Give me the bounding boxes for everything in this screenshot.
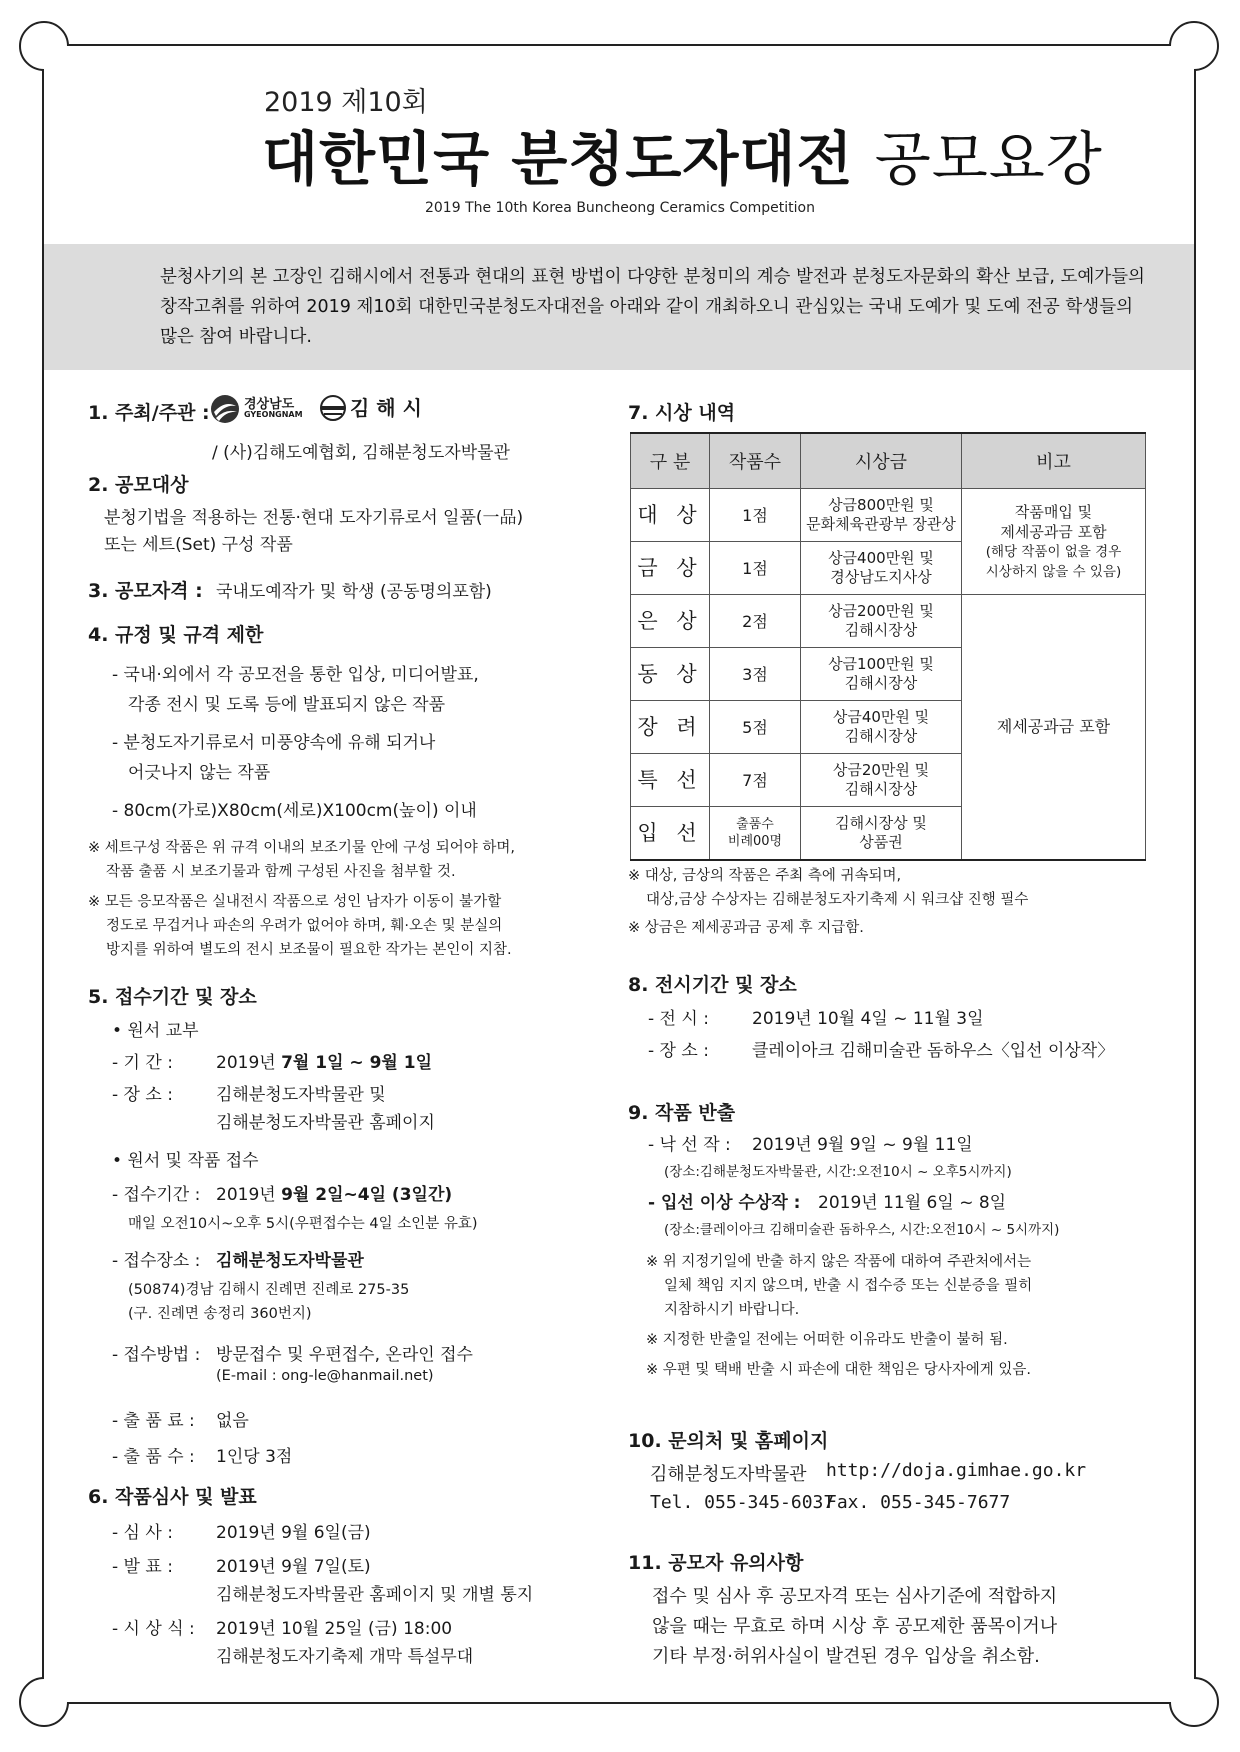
row-cnt: 5점 <box>710 701 801 754</box>
s6-judge-label: - 심 사 : <box>112 1523 173 1543</box>
amt-line2: 김해시장상 <box>844 727 918 745</box>
row-cat: 은 상 <box>631 595 710 648</box>
amt-line2: 김해시장상 <box>844 780 918 798</box>
col-count: 작품수 <box>710 433 801 489</box>
s6-announce2: 김해분청도자박물관 홈페이지 및 개별 통지 <box>216 1585 534 1605</box>
s5-loc-label: - 접수장소 : <box>112 1251 201 1271</box>
s8-period: 2019년 10월 4일 ~ 11월 3일 <box>752 1009 984 1029</box>
s5-place-label: - 장 소 : <box>112 1085 173 1105</box>
col-category: 구 분 <box>631 433 710 489</box>
s9-n3: ※ 우편 및 택배 반출 시 파손에 대한 책임은 당사자에게 있음. <box>646 1362 1032 1378</box>
row-amt <box>801 595 962 648</box>
note-top <box>962 489 1146 595</box>
logo1-kr: 경상남도 <box>244 397 295 412</box>
s5-addr2: (구. 진례면 송정리 360번지) <box>128 1306 312 1322</box>
amt-line1: 상금800만원 및 <box>828 496 934 514</box>
s5-period-label: - 기 간 : <box>112 1053 173 1073</box>
s6-heading: 6. 작품심사 및 발표 <box>88 1486 257 1508</box>
s8-period-label: - 전 시 : <box>648 1009 709 1029</box>
s5-fee: 없음 <box>216 1411 249 1431</box>
amt-line1: 상금200만원 및 <box>828 602 934 620</box>
s5-place1: 김해분청도자박물관 및 <box>216 1085 386 1105</box>
row-amt <box>801 807 962 861</box>
note-top4: 시상하지 않을 수 있음) <box>985 563 1122 580</box>
row-cat: 특 선 <box>631 754 710 807</box>
prize-table <box>630 432 1146 861</box>
s9-n2: ※ 지정한 반출일 전에는 어떠한 이유라도 반출이 불허 됨. <box>646 1332 1008 1348</box>
s4-n1a: ※ 세트구성 작품은 위 규격 이내의 보조기물 안에 구성 되어야 하며, <box>88 840 516 856</box>
row-amt <box>801 542 962 595</box>
s6-judge: 2019년 9월 6일(금) <box>216 1523 371 1543</box>
s10-url[interactable]: http://doja.gimhae.go.kr <box>826 1460 1087 1481</box>
year-edition: 2019 제10회 <box>264 87 428 118</box>
row-cat: 금 상 <box>631 542 710 595</box>
s5-period-pre: 2019년 <box>216 1053 276 1073</box>
row-cat: 대 상 <box>631 489 710 542</box>
row-amt <box>801 754 962 807</box>
row-cnt: 1점 <box>710 542 801 595</box>
s9-b: 2019년 11월 6일 ~ 8일 <box>818 1193 1007 1213</box>
s5-recv-note: 매일 오전10시~오후 5시(우편접수는 4일 소인분 유효) <box>128 1216 478 1232</box>
s4-n1b: 작품 출품 시 보조기물과 함께 구성된 사진을 첨부할 것. <box>106 864 456 880</box>
s9-a: 2019년 9월 9일 ~ 9월 11일 <box>752 1135 973 1155</box>
s5-recv <box>216 1180 452 1205</box>
s8-place-label: - 장 소 : <box>648 1041 709 1061</box>
row-cnt: 3점 <box>710 648 801 701</box>
s5-recv-bold: 9월 2일~4일 (3일간) <box>281 1185 453 1205</box>
s4-b1a: - 국내·외에서 각 공모전을 통한 입상, 미디어발표, <box>112 665 479 685</box>
amt-line2: 경상남도지사상 <box>830 568 932 586</box>
s6-announce1: 2019년 9월 7일(토) <box>216 1557 371 1577</box>
s1-line2: / (사)김해도예협회, 김해분청도자박물관 <box>212 443 510 463</box>
s5-recv-pre: 2019년 <box>216 1185 276 1205</box>
s9-n1b: 일체 책임 지지 않으며, 반출 시 접수증 또는 신분증을 필히 <box>664 1278 1033 1294</box>
s6-award1: 2019년 10월 25일 (금) 18:00 <box>216 1619 453 1639</box>
s5-recv-label: - 접수기간 : <box>112 1185 201 1205</box>
subtitle-en: 2019 The 10th Korea Buncheong Ceramics Competition <box>424 200 815 216</box>
s10-tel: Tel. 055-345-6037 <box>650 1492 835 1513</box>
s7-foot1a: ※ 대상, 금상의 작품은 주최 측에 귀속되며, <box>628 868 902 884</box>
col-note: 비고 <box>962 433 1146 489</box>
prize-table-header <box>631 433 1146 489</box>
row-cat: 동 상 <box>631 648 710 701</box>
s8-place: 클레이아크 김해미술관 돔하우스〈입선 이상작〉 <box>752 1041 1115 1061</box>
amt-line1: 상금100만원 및 <box>828 655 934 673</box>
s4-n2b: 정도로 무겁거나 파손의 우려가 없어야 하며, 훼·오손 및 분실의 <box>106 918 503 934</box>
s11-l1: 접수 및 심사 후 공모자격 또는 심사기준에 적합하지 <box>652 1586 1058 1607</box>
s9-n1c: 지참하시기 바랍니다. <box>664 1302 800 1318</box>
s9-a-note: (장소:김해분청도자박물관, 시간:오전10시 ~ 오후5시까지) <box>664 1164 1012 1180</box>
s5-method: 방문접수 및 우편접수, 온라인 접수 <box>216 1345 473 1365</box>
s5-sub1: • 원서 교부 <box>112 1021 199 1041</box>
s2-line1: 분청기법을 적용하는 전통·현대 도자기류로서 일품(一品) <box>104 508 524 528</box>
s4-b2b: 어긋나지 않는 작품 <box>128 763 271 783</box>
s3-heading: 3. 공모자격 : <box>88 580 203 602</box>
amt-line1: 김해시장상 및 <box>835 814 927 832</box>
row-cnt: 1점 <box>710 489 801 542</box>
amt-line1: 상금400만원 및 <box>828 549 934 567</box>
s8-heading: 8. 전시기간 및 장소 <box>628 974 797 996</box>
s6-award-label: - 시 상 식 : <box>112 1619 195 1639</box>
col-prize: 시상금 <box>801 433 962 489</box>
s11-heading: 11. 공모자 유의사항 <box>628 1552 804 1574</box>
s4-n2c: 방지를 위하여 별도의 전시 보조물이 필요한 작가는 본인이 지참. <box>106 942 512 958</box>
s4-b2a: - 분청도자기류로서 미풍양속에 유해 되거나 <box>112 733 436 753</box>
s5-heading: 5. 접수기간 및 장소 <box>88 986 257 1008</box>
amt-line1: 상금20만원 및 <box>832 761 930 779</box>
s2-heading: 2. 공모대상 <box>88 474 189 496</box>
s9-b-label: - 입선 이상 수상작 : <box>648 1193 801 1213</box>
s1-heading: 1. 주최/주관 : <box>88 402 210 424</box>
amt-line2: 김해시장상 <box>844 621 918 639</box>
s5-loc: 김해분청도자박물관 <box>216 1251 364 1271</box>
s9-n1a: ※ 위 지정기일에 반출 하지 않은 작품에 대하여 주관처에서는 <box>646 1254 1032 1270</box>
logo2-text: 김 해 시 <box>350 396 422 420</box>
s5-fee-label: - 출 품 료 : <box>112 1411 195 1431</box>
intro-text: 분청사기의 본 고장인 김해시에서 전통과 현대의 표현 방법이 다양한 분청미의 계승 발전과 분청도자문화의 확산 보급, 도예가들의 창작고취를 위하여 2019 제10회 대한민국분청도자대전을 아래와 같이 개최하오니 관심있는 국내 도예가 및 도예 전공 학생들의 많은 참여 바랍니다. <box>160 267 1145 347</box>
row-cat: 입 선 <box>631 807 710 861</box>
row-cat: 장 려 <box>631 701 710 754</box>
s5-method-label: - 접수방법 : <box>112 1345 201 1365</box>
amt-line2: 문화체육관광부 장관상 <box>806 515 956 533</box>
s10-fax: Fax. 055-345-7677 <box>826 1492 1011 1513</box>
note-top3: (해당 작품이 없을 경우 <box>985 543 1122 560</box>
amt-line2: 김해시장상 <box>844 674 918 692</box>
logo1-en: GYEONGNAM <box>244 410 303 419</box>
s10-org: 김해분청도자박물관 <box>650 1464 807 1485</box>
row-cnt: 7점 <box>710 754 801 807</box>
s7-foot2: ※ 상금은 제세공과금 공제 후 지급함. <box>628 920 864 936</box>
amt-line2: 상품권 <box>859 833 903 851</box>
s9-b-note: (장소:클레이아크 김해미술관 돔하우스, 시간:오전10시 ~ 5시까지) <box>664 1222 1060 1238</box>
gyeongnam-logo-icon <box>210 394 240 424</box>
s10-heading: 10. 문의처 및 홈페이지 <box>628 1430 829 1452</box>
s7-heading: 7. 시상 내역 <box>628 402 736 424</box>
s4-n2a: ※ 모든 응모작품은 실내전시 작품으로 성인 남자가 이동이 불가할 <box>88 894 502 910</box>
gimhae-logo-icon <box>320 395 346 421</box>
title-light: 공모요강 <box>874 125 1103 193</box>
s5-email[interactable]: (E-mail : ong-le@hanmail.net) <box>216 1368 434 1384</box>
s9-a-label: - 낙 선 작 : <box>648 1135 731 1155</box>
amt-line1: 상금40만원 및 <box>832 708 930 726</box>
s5-sub2: • 원서 및 작품 접수 <box>112 1151 259 1171</box>
s5-count-label: - 출 품 수 : <box>112 1447 195 1467</box>
s4-b3: - 80cm(가로)X80cm(세로)X100cm(높이) 이내 <box>112 801 477 821</box>
row-cnt <box>710 807 801 861</box>
s11-l3: 기타 부정·허위사실이 발견된 경우 입상을 취소함. <box>652 1646 1040 1667</box>
s9-heading: 9. 작품 반출 <box>628 1102 736 1124</box>
table-row <box>631 489 1146 542</box>
cnt-line2: 비례00명 <box>727 834 783 849</box>
s4-b1b: 각종 전시 및 도록 등에 발표되지 않은 작품 <box>128 695 446 715</box>
s5-place2: 김해분청도자박물관 홈페이지 <box>216 1113 435 1133</box>
note-bottom: 제세공과금 포함 <box>962 595 1146 861</box>
table-row <box>631 595 1146 648</box>
intro-box <box>44 244 1194 370</box>
note-top2: 제세공과금 포함 <box>1000 522 1107 541</box>
note-top1: 작품매입 및 <box>1014 502 1093 521</box>
s5-period-bold: 7월 1일 ~ 9월 1일 <box>281 1053 433 1073</box>
title-bold: 대한민국 분청도자대전 <box>262 125 854 193</box>
s6-award2: 김해분청도자기축제 개막 특설무대 <box>216 1647 474 1667</box>
s7-foot1b: 대상,금상 수상자는 김해분청도자기축제 시 워크샵 진행 필수 <box>646 892 1029 908</box>
s3-text: 국내도예작가 및 학생 (공동명의포함) <box>216 582 492 602</box>
row-amt <box>801 648 962 701</box>
cnt-line1: 출품수 <box>736 817 774 832</box>
s2-line2: 또는 세트(Set) 구성 작품 <box>104 535 293 555</box>
s5-count: 1인당 3점 <box>216 1447 293 1467</box>
s5-period <box>216 1048 432 1073</box>
s5-addr1: (50874)경남 김해시 진례면 진례로 275-35 <box>128 1282 410 1298</box>
s6-announce-label: - 발 표 : <box>112 1557 173 1577</box>
row-amt <box>801 701 962 754</box>
s4-heading: 4. 규정 및 규격 제한 <box>88 624 264 646</box>
row-amt <box>801 489 962 542</box>
s11-l2: 않을 때는 무효로 하며 시상 후 공모제한 품목이거나 <box>652 1616 1058 1637</box>
row-cnt: 2점 <box>710 595 801 648</box>
host-logos <box>210 392 450 426</box>
page-title <box>262 112 1103 196</box>
